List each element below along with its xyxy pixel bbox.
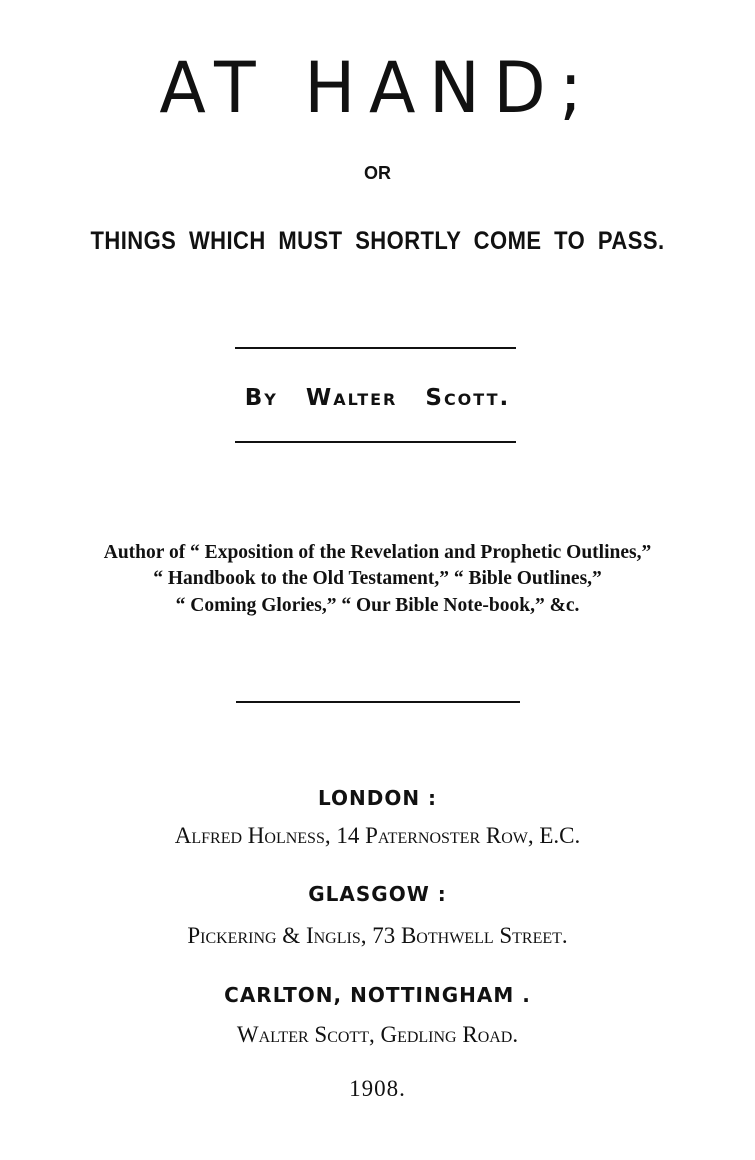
divider-rule-bottom: [236, 701, 520, 703]
author-works-line-2: “ Handbook to the Old Testament,” “ Bible Outlines,”: [153, 568, 602, 589]
publisher-place-glasgow: GLASGOW :: [308, 882, 447, 906]
publisher-name-nottingham: Walter Scott, Gedling Road.: [236, 1022, 519, 1047]
author-works-line-1: Author of “ Exposition of the Revelation and Prophetic Outlines,”: [103, 542, 652, 563]
author-byline: By Walter Scott.: [244, 385, 511, 411]
divider-rule-middle: [235, 441, 516, 443]
publisher-place-nottingham: CARLTON, NOTTINGHAM .: [224, 983, 531, 1007]
publisher-name-london: Alfred Holness, 14 Paternoster Row, E.C.: [174, 823, 581, 848]
publication-year: 1908.: [349, 1076, 406, 1101]
divider-rule-top: [235, 347, 516, 349]
publisher-name-glasgow: Pickering & Inglis, 73 Bothwell Street.: [187, 923, 568, 948]
author-works-line-3: “ Coming Glories,” “ Our Bible Note-book,” &c.: [175, 595, 580, 616]
or-connector: OR: [364, 163, 391, 183]
publisher-place-london: LONDON :: [317, 786, 438, 810]
book-subtitle: THINGS WHICH MUST SHORTLY COME TO PASS.: [90, 227, 665, 255]
book-title: AT HAND;: [159, 47, 596, 129]
